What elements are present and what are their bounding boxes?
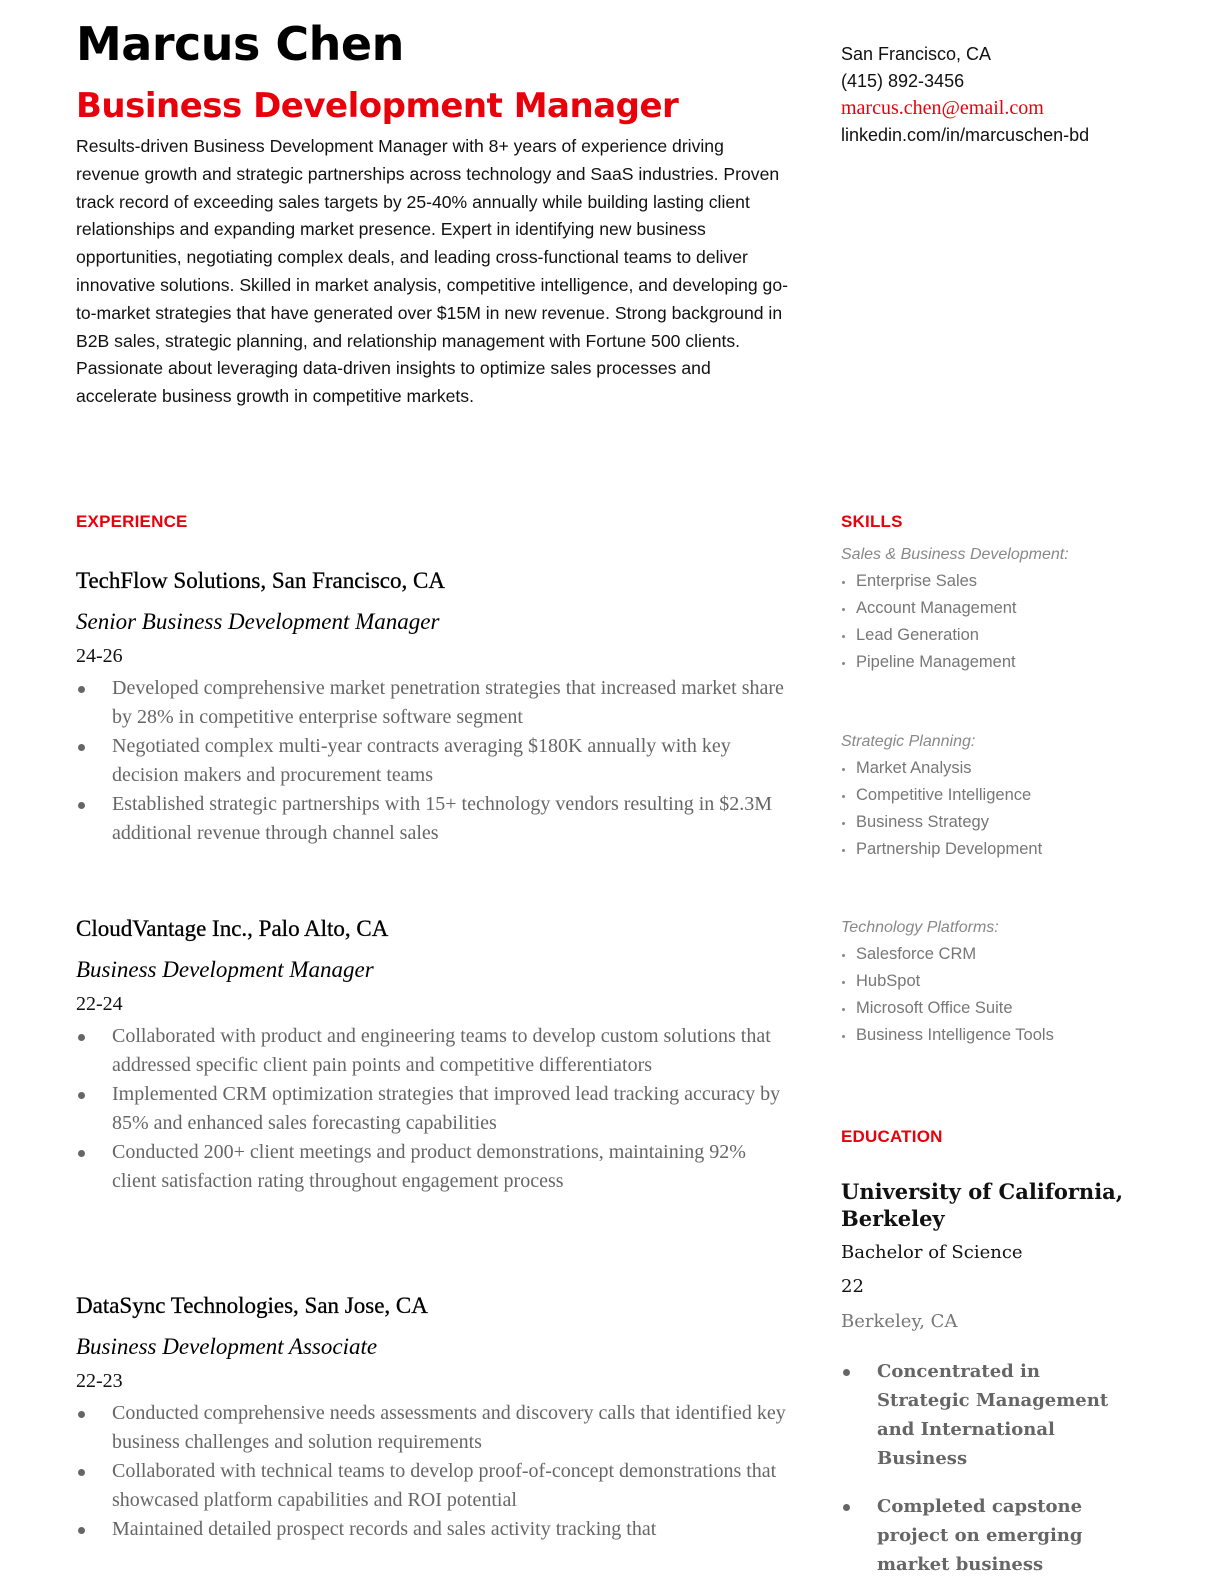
experience-heading: EXPERIENCE [76,512,188,531]
job-dates: 22-23 [76,1370,123,1392]
bullet-icon [78,802,85,809]
bullet-icon [842,795,845,798]
job-company: CloudVantage Inc., Palo Alto, CA [76,916,389,941]
skill-item: Partnership Development [841,836,1131,863]
edu-school: University of California, Berkeley [841,1179,1124,1231]
skill-list [841,568,1131,676]
bullet-icon [842,1008,845,1011]
skill-group [841,914,1131,1049]
bullet-icon [843,1369,850,1376]
edu-degree: Bachelor of Science [841,1242,1023,1263]
bullet-icon [78,1034,85,1041]
job-bullet: Maintained detailed prospect records and sales activity tracking that [76,1515,788,1544]
job-bullets [76,1022,788,1196]
professional-summary: Results-driven Business Development Manager with 8+ years of experience driving revenue growth and strategic partnerships across technology and SaaS industries. Proven track record of exceeding sales targets by 25-40% annually while building lasting client relationships and expanding market presence. Expert in identifying new business opportunities, negotiating complex deals, and leading cross-functional teams to deliver innovative solutions. Skilled in market analysis, competitive intelligence, and developing go-to-market strategies that have generated over $15M in new revenue. Strong background in B2B sales, strategic planning, and relationship management with Fortune 500 clients. Passionate about leveraging data-driven insights to optimize sales processes and accelerate business growth in competitive markets. [76,136,788,407]
bullet-icon [843,1504,850,1511]
bullet-icon [78,1092,85,1099]
bullet-icon [842,768,845,771]
bullet-icon [78,1527,85,1534]
job-bullet: Established strategic partnerships with 15+ technology vendors resulting in $2.3M additional revenue through channel sales [76,790,788,848]
contact-phone: (415) 892-3456 [841,71,965,91]
bullet-icon [78,744,85,751]
bullet-icon [842,1035,845,1038]
job-bullet: Collaborated with technical teams to develop proof-of-concept demonstrations that showcased platform capabilities and ROI potential [76,1457,788,1515]
job-role: Senior Business Development Manager [76,609,440,634]
contact-location: San Francisco, CA [841,44,992,64]
edu-location: Berkeley, CA [841,1311,958,1332]
experience-entry [76,566,788,848]
skill-item: Lead Generation [841,622,1131,649]
education-entry [841,1178,1131,1584]
bullet-icon [78,1411,85,1418]
skill-category: Sales & Business Development: [841,546,1069,563]
job-bullet: Developed comprehensive market penetration strategies that increased market share by 28% in competitive enterprise software segment [76,674,788,732]
skill-item: Business Strategy [841,809,1131,836]
candidate-name: Marcus Chen [76,17,404,71]
job-bullet: Conducted 200+ client meetings and product demonstrations, maintaining 92% client satisfaction rating throughout engagement process [76,1138,788,1196]
bullet-icon [842,822,845,825]
job-role: Business Development Manager [76,957,374,982]
job-role: Business Development Associate [76,1334,378,1359]
bullet-icon [842,608,845,611]
skill-item: Competitive Intelligence [841,782,1131,809]
education-heading: EDUCATION [841,1127,943,1146]
contact-info [841,41,1089,149]
job-bullet: Negotiated complex multi-year contracts averaging $180K annually with key decision makers and procurement teams [76,732,788,790]
skill-item: Microsoft Office Suite [841,995,1131,1022]
job-dates: 22-24 [76,993,123,1015]
edu-bullet: Completed capstone project on emerging market business [841,1492,1131,1579]
experience-entry [76,1291,788,1544]
skill-list [841,941,1131,1049]
bullet-icon [842,662,845,665]
job-bullets [76,1399,788,1544]
skill-group [841,541,1131,676]
job-bullets [76,674,788,848]
skill-list [841,755,1131,863]
skill-item: Account Management [841,595,1131,622]
bullet-icon [842,849,845,852]
edu-bullets [841,1357,1131,1579]
job-company: DataSync Technologies, San Jose, CA [76,1293,428,1318]
contact-linkedin-link[interactable]: linkedin.com/in/marcuschen-bd [841,125,1090,145]
contact-email-link[interactable]: marcus.chen@email.com [841,97,1044,119]
job-bullet: Implemented CRM optimization strategies that improved lead tracking accuracy by 85% and enhanced sales forecasting capabilities [76,1080,788,1138]
job-bullet: Collaborated with product and engineering teams to develop custom solutions that addressed specific client pain points and competitive differentiators [76,1022,788,1080]
skill-item: Pipeline Management [841,649,1131,676]
experience-entry [76,914,788,1196]
skills-heading: SKILLS [841,512,903,531]
job-bullet: Conducted comprehensive needs assessments and discovery calls that identified key business challenges and solution requirements [76,1399,788,1457]
skill-item: Business Intelligence Tools [841,1022,1131,1049]
bullet-icon [78,1469,85,1476]
skill-category: Technology Platforms: [841,919,999,936]
edu-bullet: Concentrated in Strategic Management and International Business [841,1357,1131,1473]
bullet-icon [842,954,845,957]
job-company: TechFlow Solutions, San Francisco, CA [76,568,445,593]
skill-item: Market Analysis [841,755,1131,782]
candidate-title: Business Development Manager [76,86,679,126]
bullet-icon [842,581,845,584]
edu-year: 22 [841,1276,864,1297]
bullet-icon [78,686,85,693]
skill-item: Enterprise Sales [841,568,1131,595]
bullet-icon [842,635,845,638]
skill-group [841,728,1131,863]
bullet-icon [842,981,845,984]
skill-category: Strategic Planning: [841,733,976,750]
bullet-icon [78,1150,85,1157]
skill-item: Salesforce CRM [841,941,1131,968]
skill-item: HubSpot [841,968,1131,995]
job-dates: 24-26 [76,645,123,667]
